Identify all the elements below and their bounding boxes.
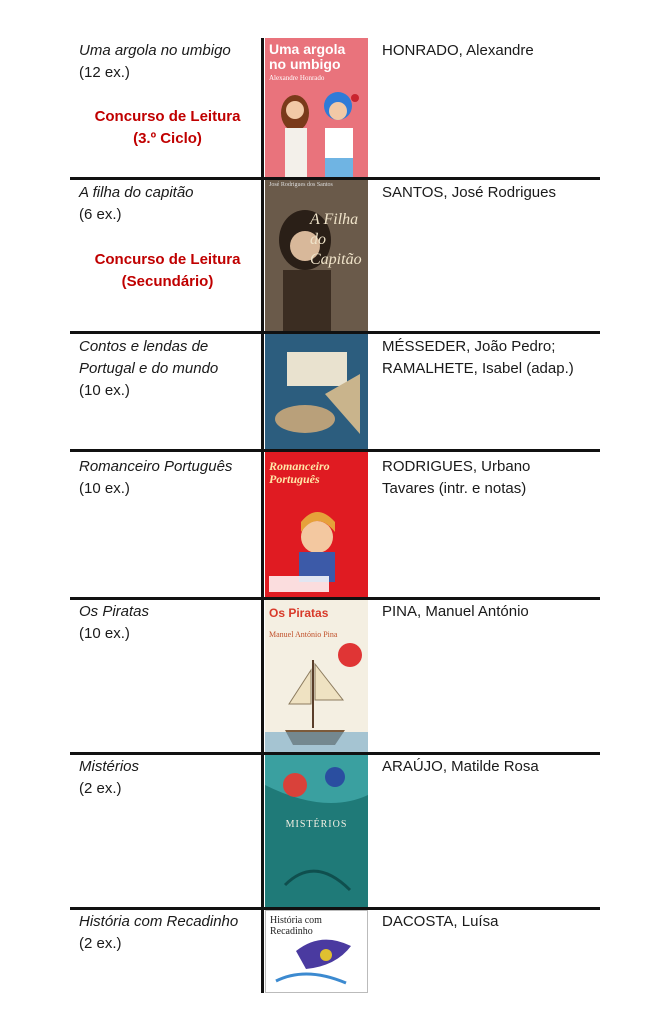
cover-title: Uma argola no umbigo: [269, 41, 346, 72]
book-cover: [265, 600, 368, 752]
book-cover: [265, 452, 368, 597]
book-title: Uma argola no umbigo (12 ex.): [79, 40, 259, 84]
book-author: PINA, Manuel António: [382, 603, 529, 620]
book-author: DACOSTA, Luísa: [382, 913, 499, 930]
copies-count: (12 ex.): [79, 64, 130, 81]
book-cover: [265, 334, 368, 449]
cover-title: Os Piratas: [269, 606, 329, 620]
book-title: A filha do capitão (6 ex.): [79, 182, 259, 226]
cover-title: História com Recadinho: [270, 915, 322, 937]
book-title: Contos e lendas de Portugal e do mundo (10 ex.): [79, 336, 259, 402]
copies-count: (6 ex.): [79, 206, 122, 223]
book-title: Os Piratas (10 ex.): [79, 601, 259, 645]
copies-count: (2 ex.): [79, 935, 122, 952]
cover-author: Manuel António Pina: [269, 630, 338, 639]
column-divider: [261, 38, 264, 993]
copies-count: (10 ex.): [79, 625, 130, 642]
book-title: História com Recadinho (2 ex.): [79, 911, 259, 955]
copies-count: (10 ex.): [79, 480, 130, 497]
book-cover: [265, 38, 368, 177]
book-cover: [265, 755, 368, 907]
cover-title: Romanceiro Português: [269, 459, 330, 486]
contest-label: Concurso de Leitura (3.º Ciclo): [94, 108, 241, 147]
book-author: SANTOS, José Rodrigues: [382, 184, 556, 201]
book-title: Romanceiro Português (10 ex.): [79, 456, 259, 500]
copies-count: (2 ex.): [79, 780, 122, 797]
contest-label: Concurso de Leitura (Secundário): [94, 251, 241, 290]
book-cover: [265, 180, 368, 331]
book-author: RODRIGUES, Urbano Tavares (intr. e notas): [382, 458, 531, 497]
cover-author: Alexandre Honrado: [269, 74, 325, 82]
book-cover: [265, 910, 368, 993]
book-author: HONRADO, Alexandre: [382, 42, 534, 59]
cover-title: MISTÉRIOS: [285, 819, 348, 830]
book-author: ARAÚJO, Matilde Rosa: [382, 758, 539, 775]
copies-count: (10 ex.): [79, 382, 130, 399]
book-title: Mistérios (2 ex.): [79, 756, 259, 800]
cover-title: A Filha do Capitão: [310, 211, 362, 268]
book-author: MÉSSEDER, João Pedro; RAMALHETE, Isabel (adap.): [382, 338, 574, 377]
cover-author: José Rodrigues dos Santos: [269, 182, 333, 188]
